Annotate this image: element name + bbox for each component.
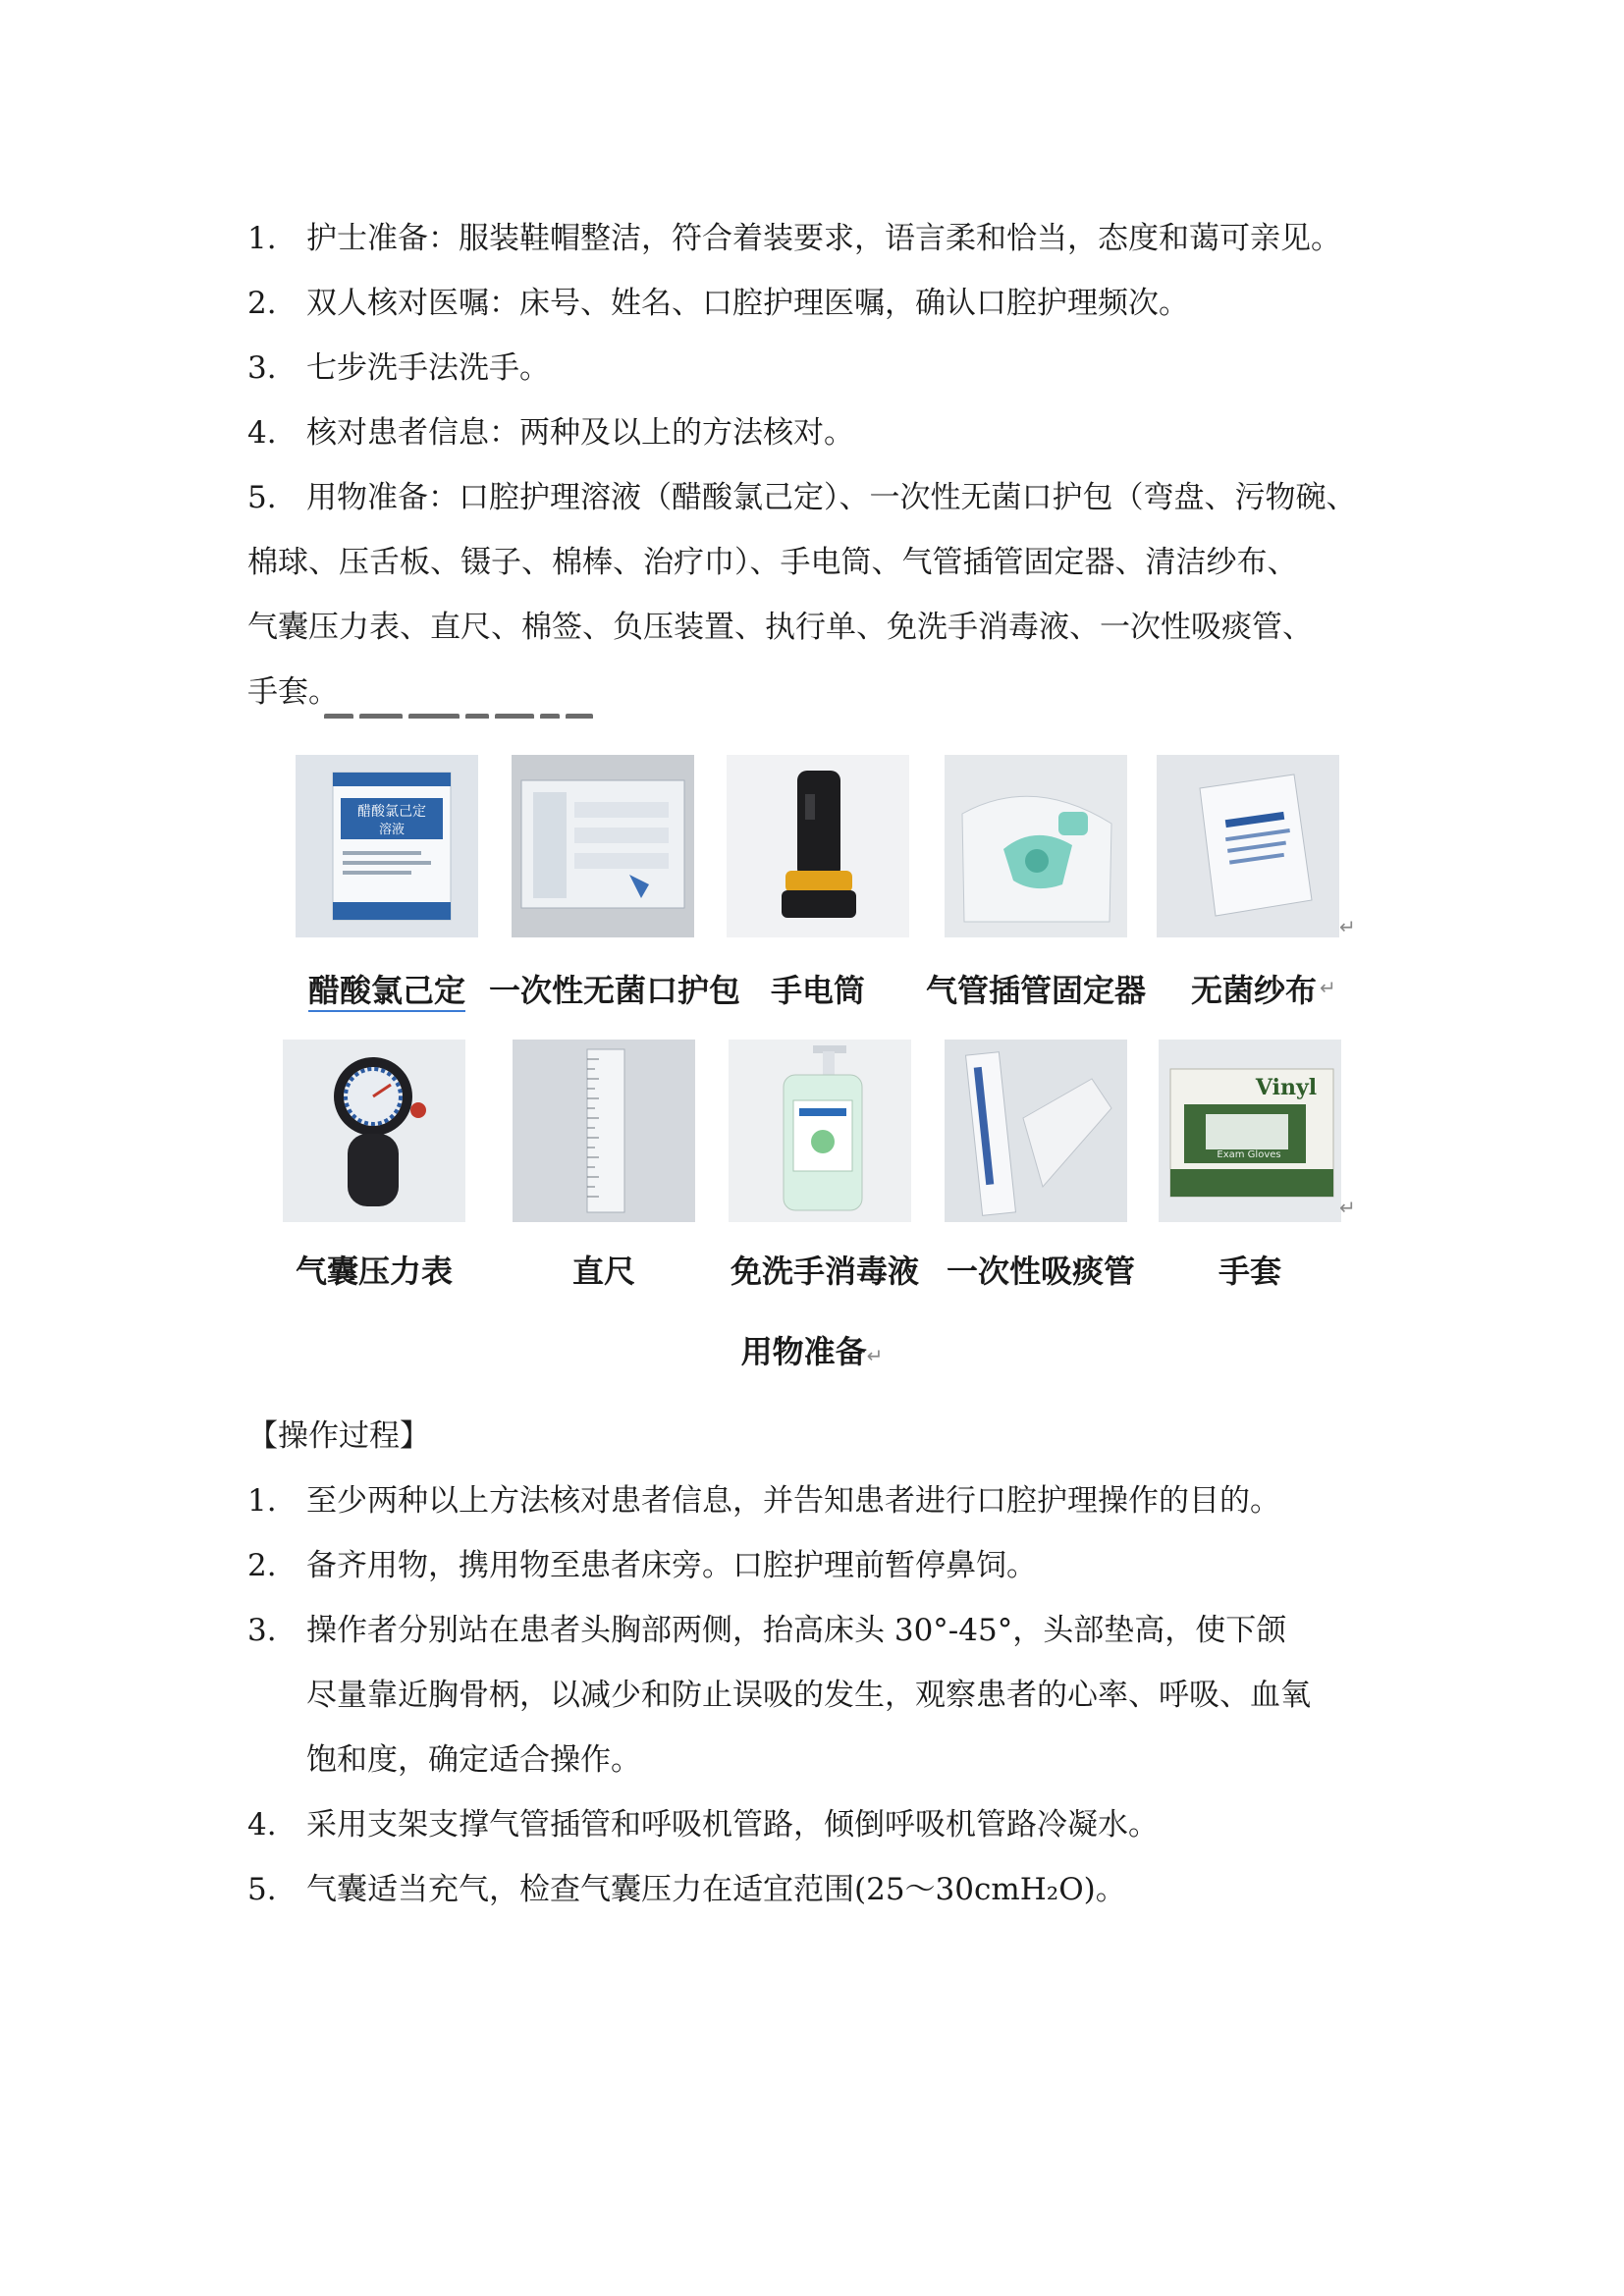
caption-pressure-gauge: 气囊压力表 <box>295 1253 453 1290</box>
list-item <box>247 1468 1406 1533</box>
item-text: 七步洗手法洗手。 <box>306 350 550 386</box>
svg-text:Vinyl: Vinyl <box>1255 1075 1318 1100</box>
gauze-pack-icon <box>1157 755 1339 937</box>
sanitizer-bottle-icon <box>729 1040 911 1222</box>
return-mark: ↵ <box>1339 1196 1356 1219</box>
tube-holder-icon <box>945 755 1127 937</box>
suction-tube-icon <box>945 1040 1127 1222</box>
caption-ruler: 直尺 <box>571 1253 635 1290</box>
clipped-text-remnant <box>324 705 609 719</box>
list-item <box>247 400 1406 465</box>
item-text-continued: 棉球、压舌板、镊子、棉棒、治疗巾）、手电筒、气管插管固定器、清洁纱布、 <box>247 545 1298 580</box>
item-number: 5. <box>247 1872 277 1907</box>
item-text: 护士准备：服装鞋帽整洁，符合着装要求，语言柔和恰当，态度和蔼可亲见。 <box>306 221 1341 256</box>
item-number: 3. <box>247 350 277 386</box>
item-text: 气囊适当充气，检查气囊压力在适宜范围(25～30cmH₂O)。 <box>306 1872 1126 1907</box>
item-text-continued: 饱和度，确定适合操作。 <box>306 1742 641 1778</box>
item-number: 4. <box>247 1807 277 1842</box>
item-text: 备齐用物，携用物至患者床旁。口腔护理前暂停鼻饲。 <box>306 1548 1037 1583</box>
figure-caption: 用物准备↵ <box>740 1333 884 1370</box>
item-text: 双人核对医嘱：床号、姓名、口腔护理医嘱，确认口腔护理频次。 <box>306 286 1189 321</box>
list-item <box>247 271 1406 336</box>
list-item <box>247 206 1406 271</box>
glove-box-icon <box>1159 1040 1341 1222</box>
preparation-list <box>247 206 1406 724</box>
list-item <box>247 465 1406 530</box>
procedure-list <box>247 1468 1406 1922</box>
caption-chlorhexidine: 醋酸氯己定 <box>296 966 478 1011</box>
caption-flashlight: 手电筒 <box>770 972 865 1009</box>
section-title: 【操作过程】 <box>247 1418 430 1454</box>
item-text: 用物准备：口腔护理溶液（醋酸氯己定）、一次性无菌口护包（弯盘、污物碗、 <box>306 480 1357 515</box>
caption-oral-care-kit: 一次性无菌口护包 <box>489 972 741 1009</box>
item-number: 3. <box>247 1613 277 1648</box>
list-item <box>247 1857 1406 1922</box>
svg-text:醋酸氯己定: 醋酸氯己定 <box>357 804 426 820</box>
return-mark: ↵ <box>1320 976 1336 999</box>
list-item <box>247 336 1406 400</box>
item-text: 操作者分别站在患者头胸部两侧，抬高床头 30°-45°，头部垫高，使下颌 <box>306 1613 1287 1648</box>
medicine-box-icon <box>296 755 478 937</box>
caption-suction-tube: 一次性吸痰管 <box>946 1253 1135 1290</box>
item-text: 核对患者信息：两种及以上的方法核对。 <box>306 415 854 451</box>
ruler-icon <box>513 1040 695 1222</box>
item-number: 2. <box>247 1548 277 1583</box>
svg-text:Exam Gloves: Exam Gloves <box>1217 1149 1281 1160</box>
item-number: 2. <box>247 286 277 321</box>
caption-tube-holder: 气管插管固定器 <box>925 972 1146 1009</box>
item-number: 4. <box>247 415 277 451</box>
item-number: 1. <box>247 1483 277 1519</box>
item-text: 采用支架支撑气管插管和呼吸机管路，倾倒呼吸机管路冷凝水。 <box>306 1807 1159 1842</box>
list-item-continued <box>247 1728 1406 1792</box>
list-item <box>247 1792 1406 1857</box>
item-text-continued: 手套。 <box>247 674 339 710</box>
flashlight-icon <box>727 755 909 937</box>
item-text: 至少两种以上方法核对患者信息，并告知患者进行口腔护理操作的目的。 <box>306 1483 1280 1519</box>
sterile-package-icon <box>512 755 694 937</box>
return-mark: ↵ <box>1339 915 1356 938</box>
caption-gauze: 无菌纱布 <box>1190 972 1317 1009</box>
list-item-continued <box>247 1663 1406 1728</box>
caption-hand-sanitizer: 免洗手消毒液 <box>730 1253 919 1290</box>
list-item <box>247 1533 1406 1598</box>
list-item <box>247 1598 1406 1663</box>
item-text-continued: 气囊压力表、直尺、棉签、负压装置、执行单、免洗手消毒液、一次性吸痰管、 <box>247 610 1313 645</box>
item-number: 1. <box>247 221 277 256</box>
item-number: 5. <box>247 480 277 515</box>
caption-gloves: 手套 <box>1218 1253 1281 1290</box>
svg-text:溶液: 溶液 <box>378 823 406 837</box>
pressure-gauge-icon <box>283 1040 465 1222</box>
item-text-continued: 尽量靠近胸骨柄，以减少和防止误吸的发生，观察患者的心率、呼吸、血氧 <box>306 1678 1311 1713</box>
